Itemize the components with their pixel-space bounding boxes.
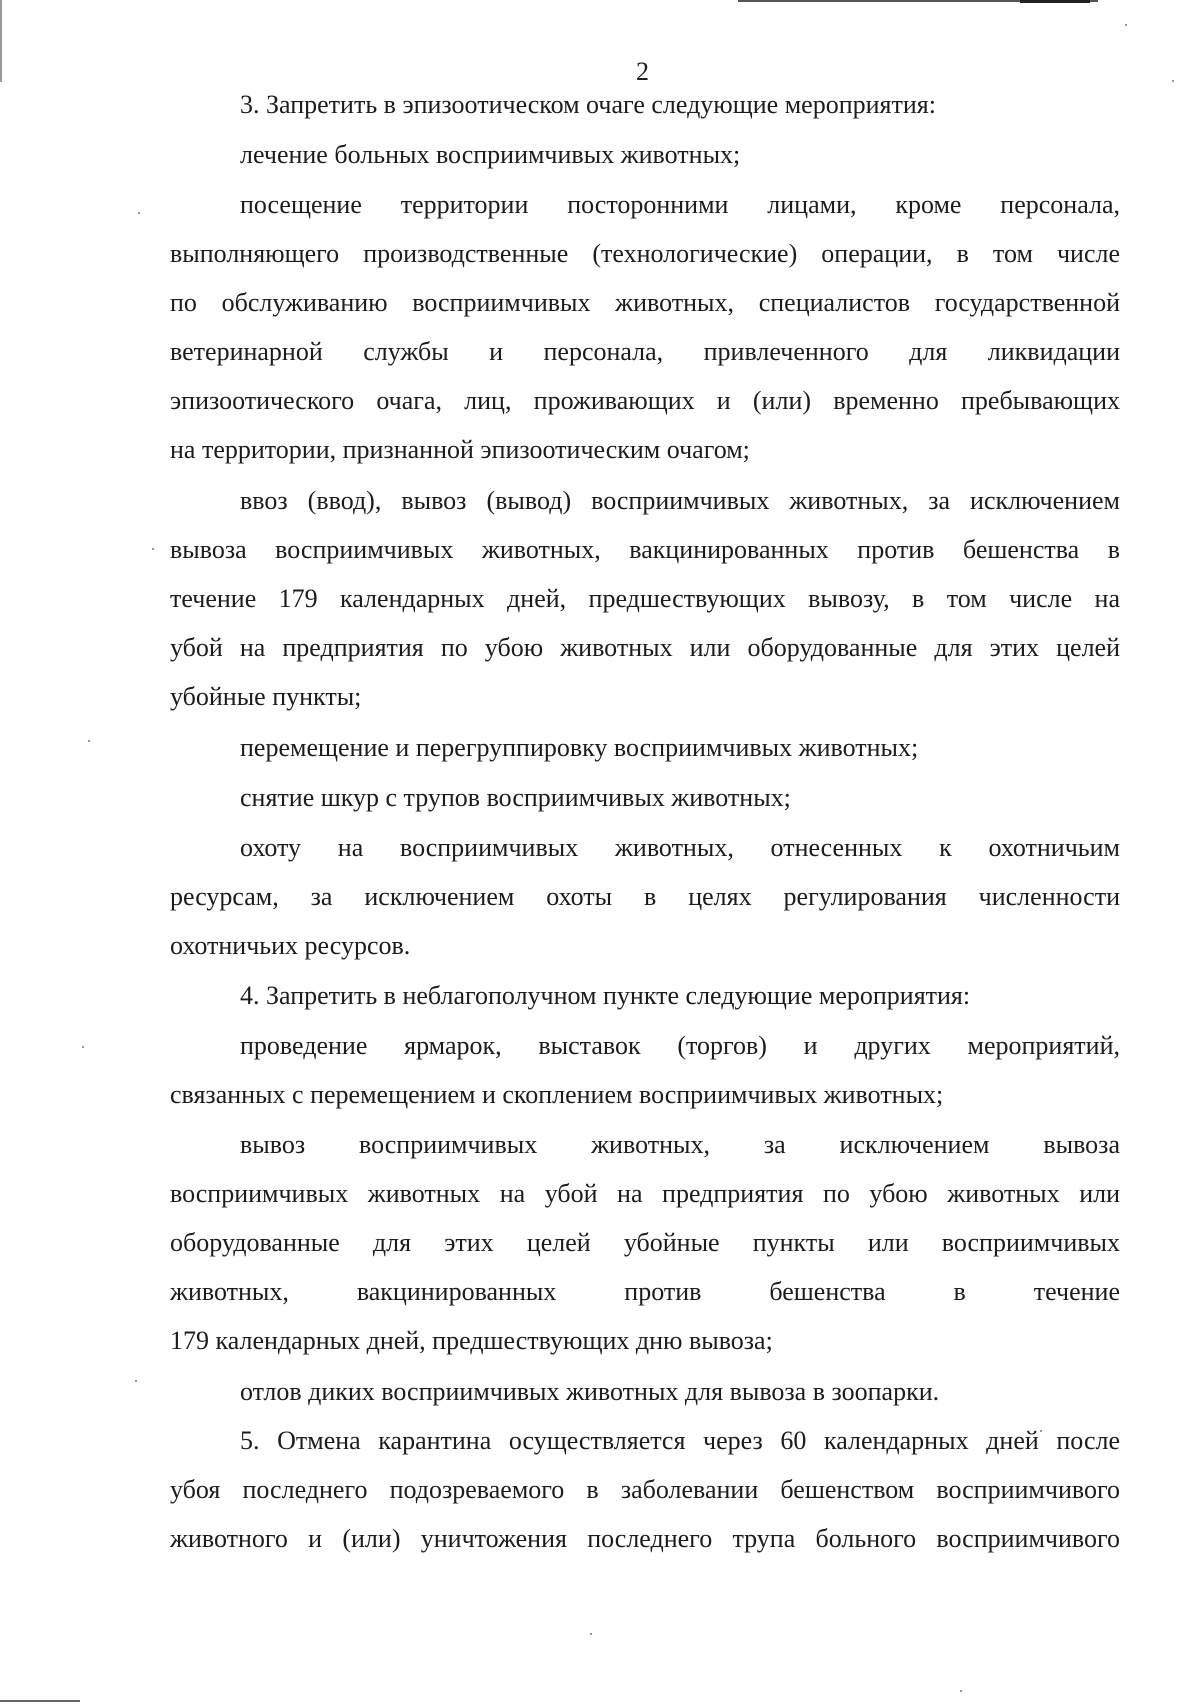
scan-speck [82,1046,84,1048]
scan-top-rule-accent [1020,0,1090,3]
text-line: проведение ярмарок, выставок (торгов) и других мероприятий, [240,1031,1120,1060]
text-line: отлов диких восприимчивых животных для вывоза в зоопарки. [240,1377,940,1406]
scan-speck [590,1633,592,1635]
text-line: 179 календарных дней, предшествующих дню вывоза; [170,1326,773,1355]
scan-speck [1125,24,1127,26]
text-line: ресурсам, за исключением охоты в целях регулирования численности [170,882,1120,911]
scan-speck [960,1690,962,1692]
text-line: ветеринарной службы и персонала, привлеченного для ликвидации [170,337,1120,366]
text-line: охотничьих ресурсов. [170,931,411,960]
text-line: убойные пункты; [170,682,362,711]
text-line: оборудованные для этих целей убойные пункты или восприимчивых [170,1228,1120,1257]
scan-bottom-rule [0,1700,80,1702]
text-line: охоту на восприимчивых животных, отнесенных к охотничьим [240,833,1120,862]
text-line: вывоза восприимчивых животных, вакцинированных против бешенства в [170,535,1120,564]
text-line: течение 179 календарных дней, предшествующих вывозу, в том числе на [170,584,1120,613]
text-line: убой на предприятия по убою животных или оборудованные для этих целей [170,633,1120,662]
text-line: перемещение и перегруппировку восприимчивых животных; [240,733,919,762]
scan-speck [1172,80,1174,82]
scan-left-edge [0,0,2,82]
scan-speck [152,548,154,550]
text-line: животного и (или) уничтожения последнего трупа больного восприимчивого [170,1524,1120,1553]
text-line: животных, вакцинированных против бешенства в течение [170,1277,1120,1306]
text-line: убоя последнего подозреваемого в заболевании бешенством восприимчивого [170,1475,1120,1504]
text-line: выполняющего производственные (технологические) операции, в том числе [170,239,1120,268]
text-line: восприимчивых животных на убой на предприятия по убою животных или [170,1179,1120,1208]
scan-speck [138,212,140,214]
text-line: снятие шкур с трупов восприимчивых животных; [240,783,791,812]
text-line: лечение больных восприимчивых животных; [240,140,741,169]
text-line: ввоз (ввод), вывоз (вывод) восприимчивых животных, за исключением [240,486,1120,515]
text-line: посещение территории посторонними лицами, кроме персонала, [240,190,1120,219]
text-line: связанных с перемещением и скоплением восприимчивых животных; [170,1080,944,1109]
text-line: 3. Запретить в эпизоотическом очаге следующие мероприятия: [240,90,936,119]
scan-speck [88,740,90,742]
text-line: на территории, признанной эпизоотическим очагом; [170,435,750,464]
page-number: 2 [636,57,649,86]
text-line: 4. Запретить в неблагополучном пункте следующие мероприятия: [240,981,971,1010]
text-line: 5. Отмена карантина осуществляется через 60 календарных дней после [240,1426,1120,1455]
text-line: эпизоотического очага, лиц, проживающих и (или) временно пребывающих [170,386,1120,415]
text-line: по обслуживанию восприимчивых животных, специалистов государственной [170,288,1120,317]
scan-speck [135,1380,137,1382]
text-line: вывоз восприимчивых животных, за исключением вывоза [240,1130,1120,1159]
